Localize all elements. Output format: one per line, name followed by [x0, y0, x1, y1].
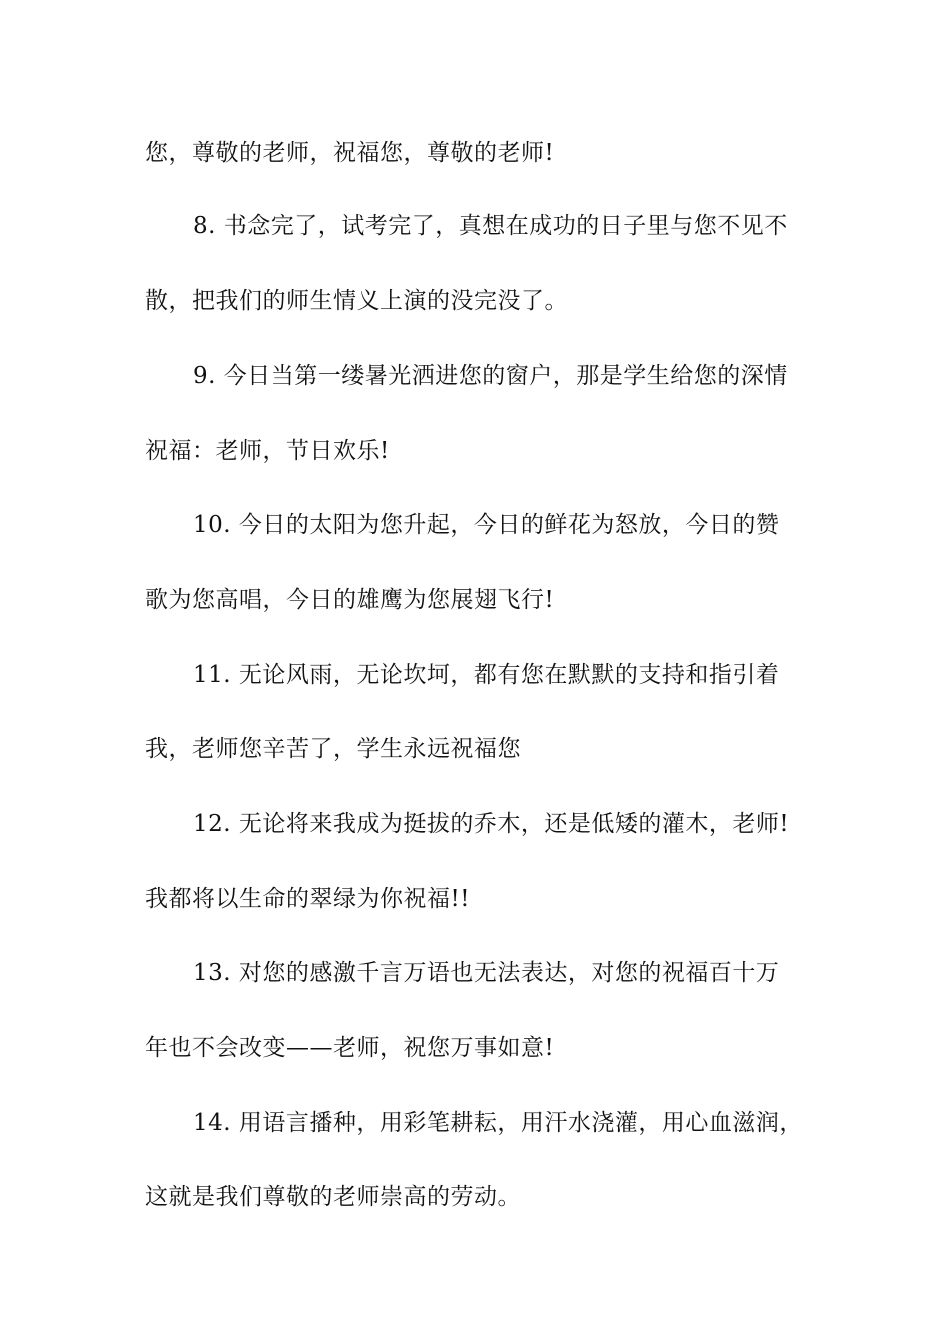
- text-line: 8. 书念完了，试考完了，真想在成功的日子里与您不见不: [193, 213, 788, 239]
- text-line: 9. 今日当第一缕暑光洒进您的窗户，那是学生给您的深情: [193, 363, 788, 389]
- text-line: 14. 用语言播种，用彩笔耕耘，用汗水浇灌，用心血滋润，: [193, 1110, 803, 1136]
- text-line: 歌为您高唱，今日的雄鹰为您展翅飞行!: [145, 587, 555, 613]
- text-line: 这就是我们尊敬的老师崇高的劳动。: [145, 1184, 521, 1210]
- text-line: 祝福：老师，节日欢乐!: [145, 438, 390, 464]
- text-line: 我都将以生命的翠绿为你祝福!!: [145, 886, 470, 912]
- text-line: 年也不会改变——老师，祝您万事如意!: [145, 1035, 555, 1061]
- text-line: 10. 今日的太阳为您升起，今日的鲜花为怒放，今日的赞: [193, 512, 780, 538]
- text-line: 您，尊敬的老师，祝福您，尊敬的老师!: [145, 140, 555, 166]
- text-line: 散，把我们的师生情义上演的没完没了。: [145, 288, 568, 314]
- text-line: 11. 无论风雨，无论坎坷，都有您在默默的支持和指引着: [193, 662, 780, 688]
- text-line: 我，老师您辛苦了，学生永远祝福您: [145, 736, 521, 762]
- text-line: 12. 无论将来我成为挺拔的乔木，还是低矮的灌木，老师!: [193, 811, 790, 837]
- text-line: 13. 对您的感激千言万语也无法表达，对您的祝福百十万: [193, 960, 780, 986]
